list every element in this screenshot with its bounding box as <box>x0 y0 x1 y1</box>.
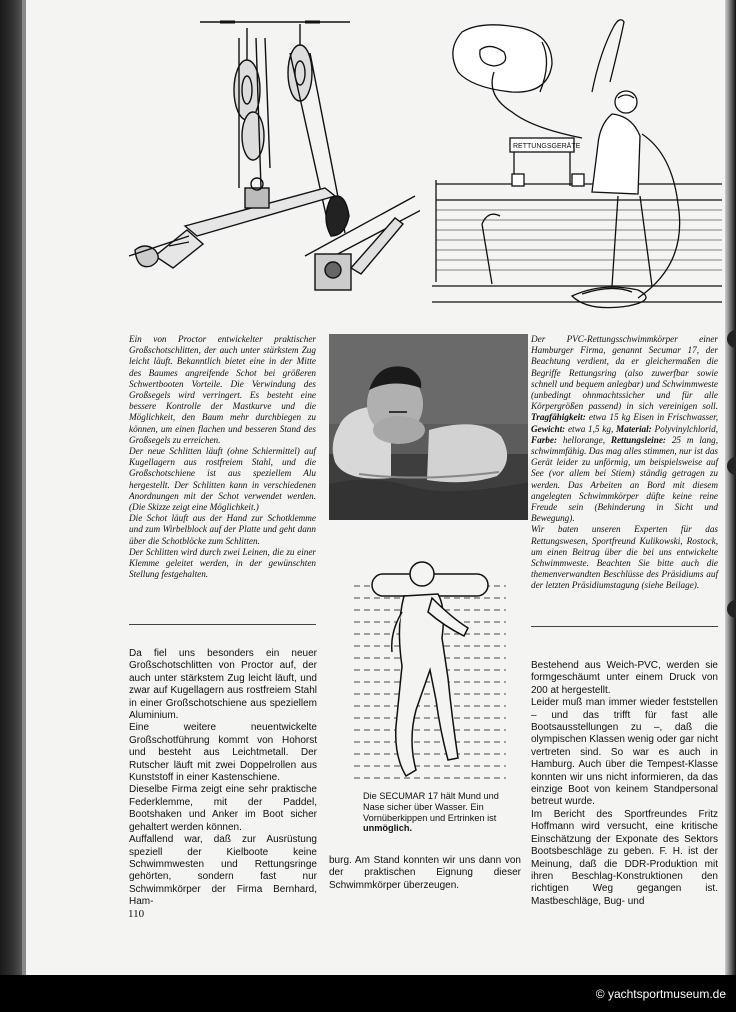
italic-paragraph: Der Schlitten wird durch zwei Leinen, die zu einer Klemme geleitet werden, in der gewünschten Stellung festgehalten. <box>129 546 316 580</box>
floating-person-diagram <box>352 552 508 788</box>
italic-paragraph: Wir baten unseren Experten für das Rettungswesen, Sportfreund Kulikowski, Rostock, um einen Beitrag über die bei uns entwickelte Schwimmweste. Beachten Sie bitte auch die themenverwandten Beschlüsse des Präsidiums auf der letzten Präsidiumstagung (siehe Beilage). <box>531 524 718 591</box>
column-divider <box>129 624 316 625</box>
mainsheet-traveler-sketch <box>125 18 420 318</box>
spec-label: Material: <box>615 423 652 434</box>
spec-label: Farbe: <box>531 434 558 445</box>
rettungsgeraete-label: RETTUNGSGERÄTE <box>513 143 581 150</box>
right-margin-shadow <box>725 0 736 975</box>
body-paragraph: Eine weitere neuentwickelte Großschotführung kommt von Hohorst und besteht aus Leichtmetall. Der Rutscher läuft mit zwei Doppelrollen aus Kunststoff in einer Kastenschiene. <box>129 722 317 784</box>
body-paragraph: Im Bericht des Sportfreundes Fritz Hoffmann wird versucht, eine kritische Einschätzung der Exponate des Sektors Bootsbeschläge zu geben. F. H. ist der Meinung, daß die DDR-Produktion mit ihren Beschlag-Konstruktionen den richtigen Weg gegangen ist. Mastbeschläge, Bug- und <box>531 808 718 907</box>
spec-value: 25 m lang, schwimmfähig. Das mag alles stimmen, nur ist das Gerät leider zu unförmig, um beispielsweise auf See (vor allem bei Stiem) ständig getragen zu werden. Das Arbeiten an Bord mit diesem angelegten Schwimmkörper düfte keine reine Freude sein (Behinderung in Sicht und Bewegung). <box>531 434 718 524</box>
spec-value: Polyvinylchlorid, <box>651 423 718 434</box>
spec-value: etwa 1,5 kg, <box>565 423 616 434</box>
body-column-left <box>129 648 317 909</box>
traveler-caption-column <box>129 334 316 580</box>
page-number: 110 <box>128 908 145 920</box>
secumar-review-column <box>531 334 718 592</box>
life-ring-throw-sketch <box>432 14 722 316</box>
body-paragraph: Da fiel uns besonders ein neuer Großschotschlitten von Proctor auf, der auch unter stärkstem Zug leicht läuft, und zwar auf Kugellagern aus rostfreiem Stahl in einer Großschotschiene aus speziellem Aluminium. <box>129 648 317 722</box>
italic-paragraph: Die Schot läuft aus der Hand zur Schotklemme und zum Wirbelblock auf der Platte und geht dann über die Schotblöcke zum Schlitten. <box>129 513 316 546</box>
body-paragraph: Dieselbe Firma zeigt eine sehr praktische Federklemme, mit der Paddel, Bootshaken und Anker im Boot sicher gehaltert werden können. <box>129 784 317 833</box>
body-paragraph: burg. Am Stand konnten wir uns dann von der praktischen Eignung dieser Schwimmkörper überzeugen. <box>329 855 521 891</box>
swimmer-photo-image <box>329 334 528 520</box>
review-text: Der PVC-Rettungsschwimmkörper einer Hamburger Firma, genannt Secumar 17, der Beachtung verdient, da er gleichermaßen die Begriffe Rettungsring (also zuwerfbar sowie schnell und bequem anlegbar) und Schwimmweste (unbedingt ohnmachtssicher und für alle Körpergrößen passend) in sich vereinigen soll. <box>531 334 718 412</box>
figure-caption <box>363 791 501 834</box>
spec-value: etwa 15 kg Eisen in Frischwasser, <box>585 412 718 423</box>
body-paragraph: Leider muß man immer wieder feststellen – und das trifft für fast alle Bootsausstellungen zu –, daß die olympischen Klassen wenig oder gar nicht vertreten sind. So war es auch in Hamburg. Auch über die Tempest-Klasse konnten wir uns nicht informieren, da das einzige Boot von keinem Standpersonal betreut wurde. <box>531 697 718 808</box>
secumar-photo <box>329 334 528 520</box>
spec-value: hellorange, <box>557 434 611 445</box>
body-column-right <box>531 660 718 908</box>
body-column-middle <box>329 855 521 892</box>
italic-paragraph: Ein von Proctor entwickelter praktischer Großschotschlitten, der auch unter stärkstem Zug leicht läuft. Bekanntlich bietet eine in der Mitte des Baumes angreifende Schot bei größeren Schwertbooten Vorteile. Die Verwindung des Großsegels wird verringert. Es besteht eine bessere Kontrolle der Mastkurve und die Möglichkeit, den Baum mehr durchbiegen zu können, um einen flachen und besseren Stand des Großsegels zu erreichen. <box>129 334 316 445</box>
body-paragraph: Auffallend war, daß zur Ausrüstung speziell der Kielboote keine Schwimmwesten und Rettungsringe gehörten, sondern fast nur Schwimmkörper der Firma Bernhard, Ham- <box>129 834 317 908</box>
spec-label: Tragfähigkeit: <box>531 412 586 423</box>
body-paragraph: Bestehend aus Weich-PVC, werden sie formgeschäumt unter einem Druck von 200 at hergestellt. <box>531 660 718 696</box>
spec-label: Gewicht: <box>531 423 566 434</box>
caption-emphasis: unmöglich. <box>363 823 412 834</box>
column-divider <box>531 626 718 627</box>
watermark: © yachtsportmuseum.de <box>595 987 726 1001</box>
caption-text: Die SECUMAR 17 hält Mund und Nase sicher über Wasser. Ein Vornüberkippen und Ertrinken ist <box>363 791 499 823</box>
book-spine <box>0 0 22 990</box>
italic-paragraph <box>531 334 718 524</box>
spec-label: Rettungsleine: <box>610 434 666 445</box>
italic-paragraph: Der neue Schlitten läuft (ohne Schiermittel) auf Kugellagern aus rostfreiem Stahl, und die Großschotschiene ist aus speziellem Alu hergestellt. Der Schlitten kann in verschiedenen Anordnungen mit der Schot verwendet werden. (Die Skizze zeigt eine Möglichkeit.) <box>129 446 316 513</box>
